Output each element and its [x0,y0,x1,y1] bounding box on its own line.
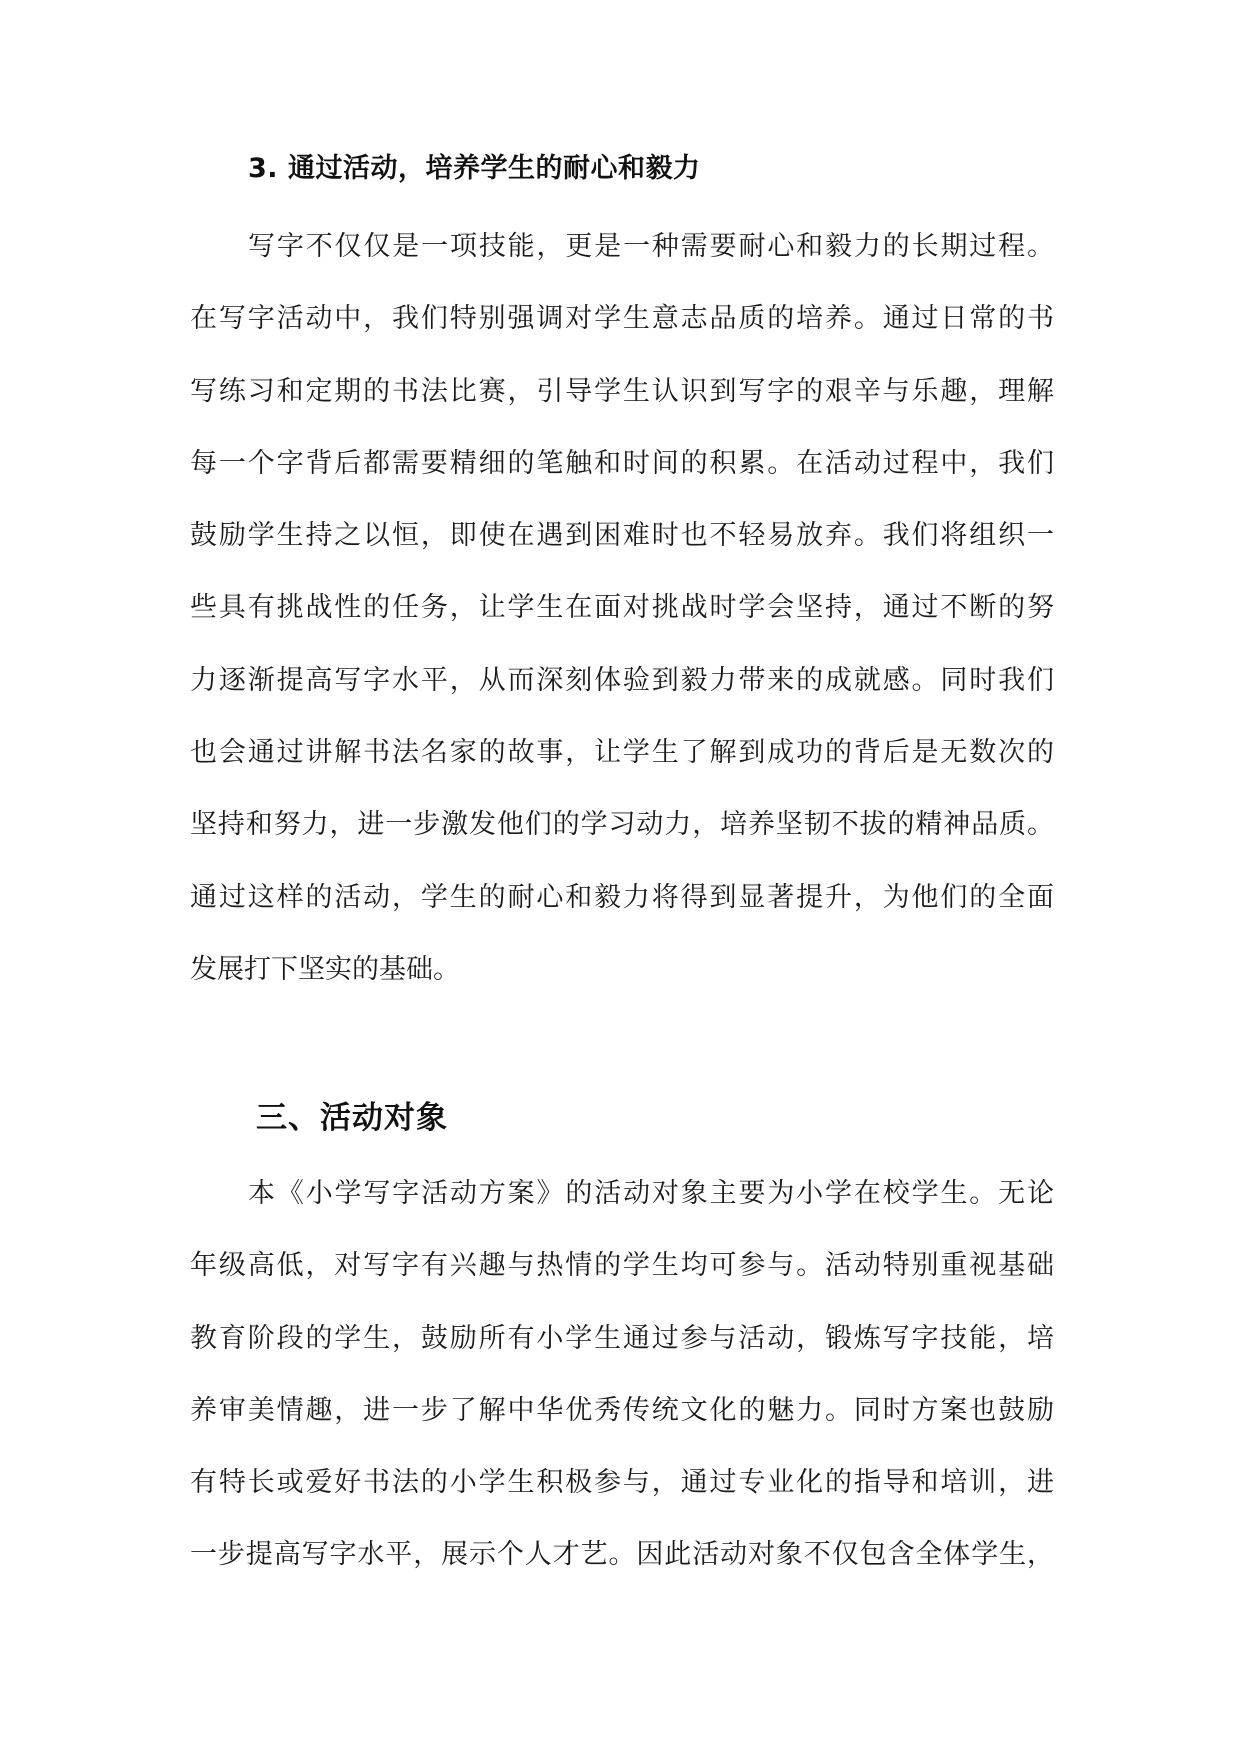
section-heading: 三、活动对象 [256,1100,448,1136]
text-line: 每一个字背后都需要精细的笔触和时间的积累。在活动过程中，我们 [190,447,1054,479]
text-line: 些具有挑战性的任务，让学生在面对挑战时学会坚持，通过不断的努 [190,592,1054,624]
text-line: 年级高低，对写字有兴趣与热情的学生均可参与。活动特别重视基础 [190,1250,1054,1282]
text-line: 写字不仅仅是一项技能，更是一种需要耐心和毅力的长期过程。 [248,231,1054,262]
text-line: 写练习和定期的书法比赛，引导学生认识到写字的艰辛与乐趣，理解 [190,375,1054,407]
text-line: 一步提高写字水平，展示个人才艺。因此活动对象不仅包含全体学生， [190,1539,1054,1571]
paragraph-perseverance [190,211,1054,1006]
text-line: 通过这样的活动，学生的耐心和毅力将得到显著提升，为他们的全面 [190,881,1054,913]
subsection-heading: 3. 通过活动，培养学生的耐心和毅力 [248,153,701,184]
text-line: 本《小学写字活动方案》的活动对象主要为小学在校学生。无论 [248,1178,1054,1209]
text-line: 力逐渐提高写字水平，从而深刻体验到毅力带来的成就感。同时我们 [190,664,1054,696]
text-line: 坚持和努力，进一步激发他们的学习动力，培养坚韧不拔的精神品质。 [190,809,1054,841]
text-line: 鼓励学生持之以恒，即使在遇到困难时也不轻易放弃。我们将组织一 [190,520,1054,552]
text-line: 养审美情趣，进一步了解中华优秀传统文化的魅力。同时方案也鼓励 [190,1394,1054,1426]
text-line: 在写字活动中，我们特别强调对学生意志品质的培养。通过日常的书 [190,303,1054,335]
text-line: 也会通过讲解书法名家的故事，让学生了解到成功的背后是无数次的 [190,737,1054,769]
paragraph-activity-targets [190,1158,1054,1592]
text-line: 发展打下坚实的基础。 [190,953,460,985]
text-line: 教育阶段的学生，鼓励所有小学生通过参与活动，锻炼写字技能，培 [190,1322,1054,1354]
text-line: 有特长或爱好书法的小学生积极参与，通过专业化的指导和培训，进 [190,1467,1054,1499]
